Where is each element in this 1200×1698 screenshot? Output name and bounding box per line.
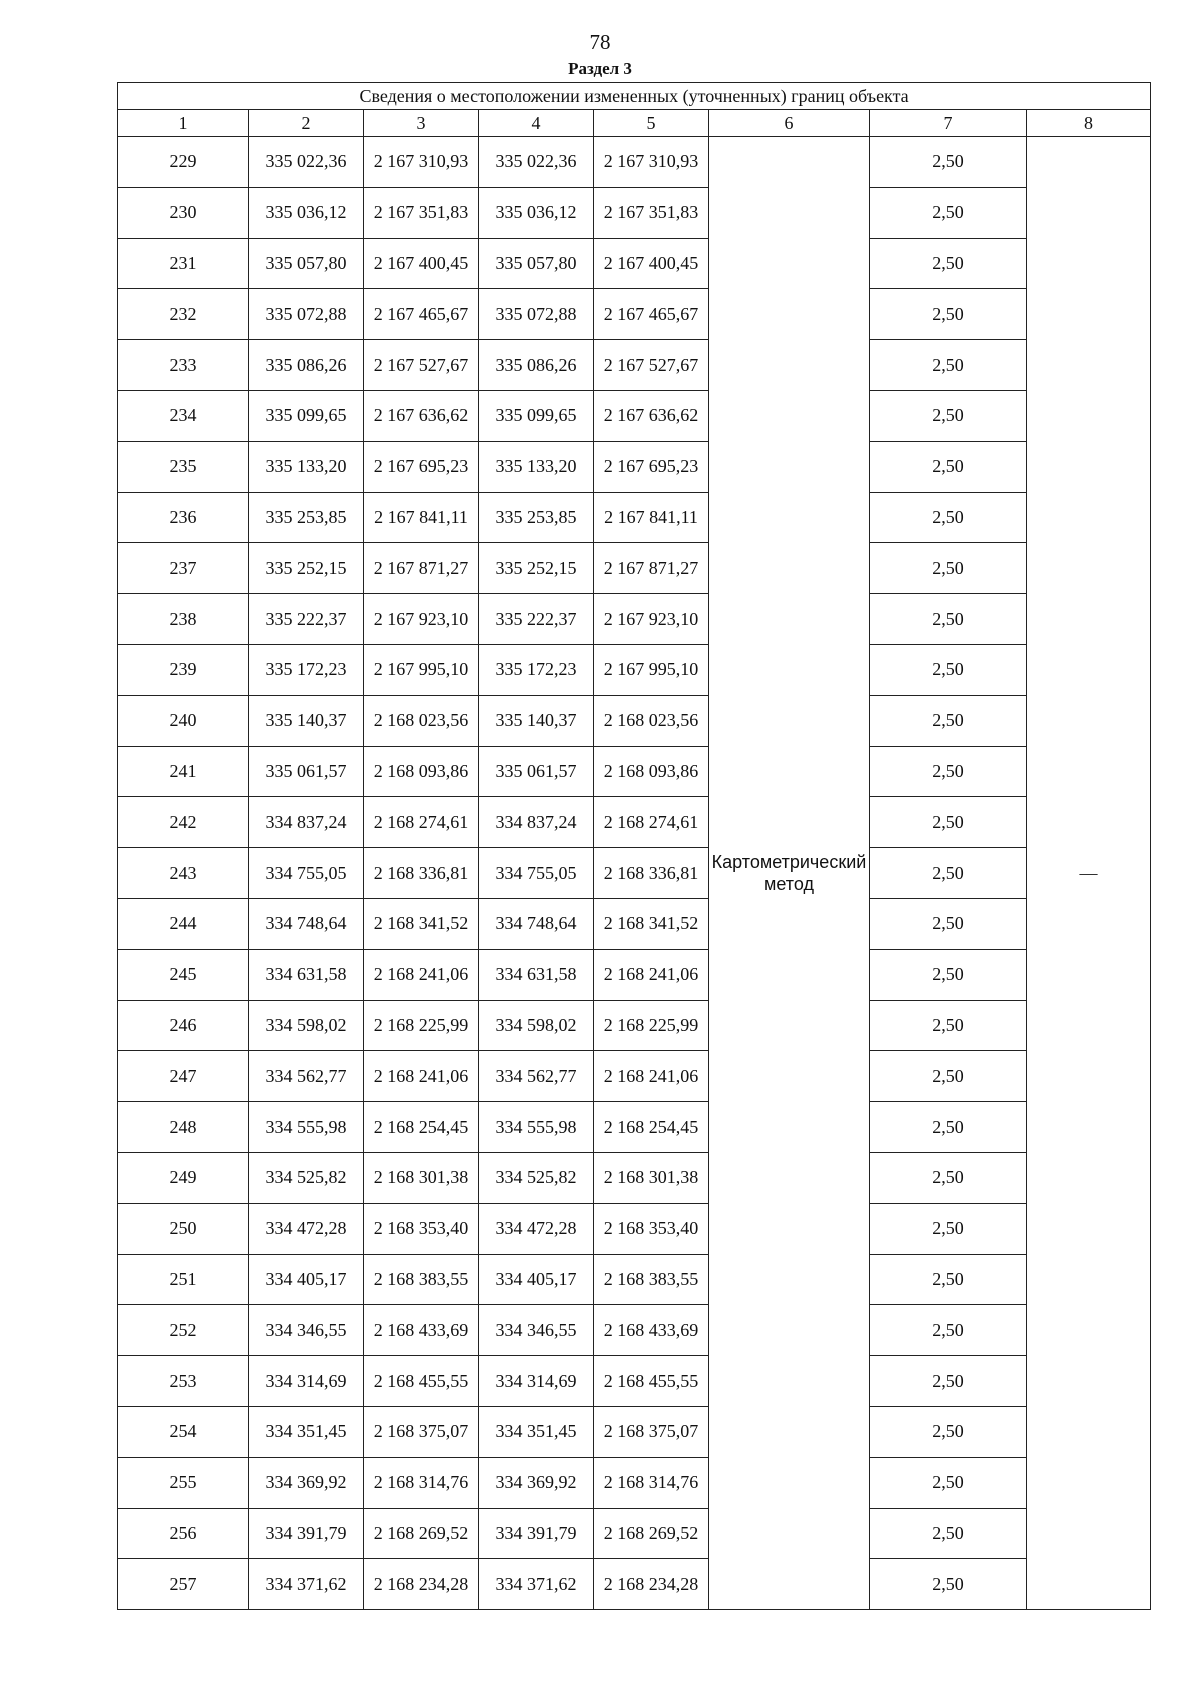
accuracy-cell: 2,50 [870, 289, 1027, 340]
table-row [118, 898, 1151, 949]
x-new-cell: 334 405,17 [479, 1254, 594, 1305]
column-number: 2 [249, 110, 364, 137]
y-old-cell: 2 167 465,67 [364, 289, 479, 340]
y-old-cell: 2 167 527,67 [364, 340, 479, 391]
x-old-cell: 334 525,82 [249, 1152, 364, 1203]
y-old-cell: 2 168 301,38 [364, 1152, 479, 1203]
x-old-cell: 334 472,28 [249, 1203, 364, 1254]
table-row [118, 1254, 1151, 1305]
x-old-cell: 335 172,23 [249, 644, 364, 695]
column-number: 1 [118, 110, 249, 137]
y-old-cell: 2 168 225,99 [364, 1000, 479, 1051]
y-new-cell: 2 168 455,55 [594, 1356, 709, 1407]
x-old-cell: 334 371,62 [249, 1559, 364, 1610]
y-new-cell: 2 167 400,45 [594, 238, 709, 289]
point-number-cell: 253 [118, 1356, 249, 1407]
point-number-cell: 229 [118, 137, 249, 188]
x-old-cell: 334 391,79 [249, 1508, 364, 1559]
accuracy-cell: 2,50 [870, 949, 1027, 1000]
x-old-cell: 334 351,45 [249, 1406, 364, 1457]
accuracy-cell: 2,50 [870, 644, 1027, 695]
x-new-cell: 335 133,20 [479, 441, 594, 492]
column-number: 4 [479, 110, 594, 137]
table-row [118, 1406, 1151, 1457]
accuracy-cell: 2,50 [870, 1051, 1027, 1102]
x-old-cell: 335 036,12 [249, 187, 364, 238]
point-number-cell: 240 [118, 695, 249, 746]
column-number: 7 [870, 110, 1027, 137]
point-number-cell: 238 [118, 594, 249, 645]
y-old-cell: 2 168 353,40 [364, 1203, 479, 1254]
table-row [118, 187, 1151, 238]
x-new-cell: 335 172,23 [479, 644, 594, 695]
x-new-cell: 335 036,12 [479, 187, 594, 238]
x-new-cell: 335 252,15 [479, 543, 594, 594]
accuracy-cell: 2,50 [870, 1254, 1027, 1305]
x-old-cell: 334 598,02 [249, 1000, 364, 1051]
y-new-cell: 2 168 353,40 [594, 1203, 709, 1254]
x-new-cell: 334 314,69 [479, 1356, 594, 1407]
x-old-cell: 335 057,80 [249, 238, 364, 289]
point-number-cell: 256 [118, 1508, 249, 1559]
accuracy-cell: 2,50 [870, 390, 1027, 441]
y-old-cell: 2 168 341,52 [364, 898, 479, 949]
y-new-cell: 2 167 695,23 [594, 441, 709, 492]
table-row [118, 594, 1151, 645]
table-row [118, 1457, 1151, 1508]
y-old-cell: 2 168 375,07 [364, 1406, 479, 1457]
point-number-cell: 234 [118, 390, 249, 441]
point-number-cell: 231 [118, 238, 249, 289]
x-old-cell: 335 072,88 [249, 289, 364, 340]
accuracy-cell: 2,50 [870, 492, 1027, 543]
y-old-cell: 2 168 269,52 [364, 1508, 479, 1559]
x-new-cell: 335 072,88 [479, 289, 594, 340]
accuracy-cell: 2,50 [870, 441, 1027, 492]
table-row [118, 1000, 1151, 1051]
y-old-cell: 2 167 351,83 [364, 187, 479, 238]
y-old-cell: 2 168 234,28 [364, 1559, 479, 1610]
point-number-cell: 233 [118, 340, 249, 391]
x-old-cell: 334 346,55 [249, 1305, 364, 1356]
x-new-cell: 335 140,37 [479, 695, 594, 746]
accuracy-cell: 2,50 [870, 187, 1027, 238]
x-new-cell: 334 369,92 [479, 1457, 594, 1508]
x-old-cell: 335 253,85 [249, 492, 364, 543]
point-number-cell: 251 [118, 1254, 249, 1305]
accuracy-cell: 2,50 [870, 594, 1027, 645]
y-old-cell: 2 167 871,27 [364, 543, 479, 594]
column-number: 5 [594, 110, 709, 137]
y-old-cell: 2 167 995,10 [364, 644, 479, 695]
x-old-cell: 334 314,69 [249, 1356, 364, 1407]
point-number-cell: 255 [118, 1457, 249, 1508]
x-new-cell: 335 253,85 [479, 492, 594, 543]
x-new-cell: 334 525,82 [479, 1152, 594, 1203]
y-new-cell: 2 168 241,06 [594, 1051, 709, 1102]
x-old-cell: 335 133,20 [249, 441, 364, 492]
table-row [118, 848, 1151, 899]
accuracy-cell: 2,50 [870, 1203, 1027, 1254]
y-old-cell: 2 167 636,62 [364, 390, 479, 441]
x-old-cell: 334 748,64 [249, 898, 364, 949]
y-new-cell: 2 167 995,10 [594, 644, 709, 695]
x-new-cell: 335 099,65 [479, 390, 594, 441]
accuracy-cell: 2,50 [870, 1559, 1027, 1610]
table-row [118, 949, 1151, 1000]
point-number-cell: 241 [118, 746, 249, 797]
column-number: 3 [364, 110, 479, 137]
point-number-cell: 242 [118, 797, 249, 848]
x-old-cell: 335 222,37 [249, 594, 364, 645]
coordinates-table [117, 82, 1151, 1610]
x-new-cell: 334 755,05 [479, 848, 594, 899]
y-old-cell: 2 167 310,93 [364, 137, 479, 188]
x-old-cell: 334 405,17 [249, 1254, 364, 1305]
table-row [118, 340, 1151, 391]
y-new-cell: 2 168 093,86 [594, 746, 709, 797]
accuracy-cell: 2,50 [870, 1305, 1027, 1356]
accuracy-cell: 2,50 [870, 848, 1027, 899]
table-row [118, 390, 1151, 441]
table-row [118, 441, 1151, 492]
y-old-cell: 2 167 400,45 [364, 238, 479, 289]
point-number-cell: 245 [118, 949, 249, 1000]
y-old-cell: 2 168 241,06 [364, 1051, 479, 1102]
table-row [118, 492, 1151, 543]
point-number-cell: 230 [118, 187, 249, 238]
section-title: Раздел 3 [568, 59, 632, 78]
table-row [118, 746, 1151, 797]
point-number-cell: 236 [118, 492, 249, 543]
y-new-cell: 2 168 375,07 [594, 1406, 709, 1457]
x-new-cell: 335 057,80 [479, 238, 594, 289]
y-new-cell: 2 167 841,11 [594, 492, 709, 543]
table-row [118, 644, 1151, 695]
table-row [118, 238, 1151, 289]
accuracy-cell: 2,50 [870, 1152, 1027, 1203]
y-new-cell: 2 167 636,62 [594, 390, 709, 441]
y-old-cell: 2 167 841,11 [364, 492, 479, 543]
accuracy-cell: 2,50 [870, 1508, 1027, 1559]
y-new-cell: 2 168 314,76 [594, 1457, 709, 1508]
point-number-cell: 252 [118, 1305, 249, 1356]
x-old-cell: 334 369,92 [249, 1457, 364, 1508]
y-new-cell: 2 168 254,45 [594, 1102, 709, 1153]
y-old-cell: 2 168 336,81 [364, 848, 479, 899]
x-old-cell: 334 837,24 [249, 797, 364, 848]
x-old-cell: 335 252,15 [249, 543, 364, 594]
x-old-cell: 334 562,77 [249, 1051, 364, 1102]
y-new-cell: 2 168 225,99 [594, 1000, 709, 1051]
y-new-cell: 2 168 269,52 [594, 1508, 709, 1559]
table-body [118, 137, 1151, 1610]
column-number-row [118, 110, 1151, 137]
x-old-cell: 335 022,36 [249, 137, 364, 188]
column-number: 8 [1027, 110, 1151, 137]
accuracy-cell: 2,50 [870, 543, 1027, 594]
x-old-cell: 334 555,98 [249, 1102, 364, 1153]
x-new-cell: 334 631,58 [479, 949, 594, 1000]
point-number-cell: 239 [118, 644, 249, 695]
note-cell: — [1027, 137, 1151, 1610]
table-caption: Сведения о местоположении измененных (уточненных) границ объекта [118, 83, 1151, 110]
y-old-cell: 2 168 093,86 [364, 746, 479, 797]
x-new-cell: 334 391,79 [479, 1508, 594, 1559]
point-number-cell: 250 [118, 1203, 249, 1254]
table-row [118, 797, 1151, 848]
accuracy-cell: 2,50 [870, 1457, 1027, 1508]
x-new-cell: 335 222,37 [479, 594, 594, 645]
x-new-cell: 335 022,36 [479, 137, 594, 188]
x-new-cell: 334 371,62 [479, 1559, 594, 1610]
y-new-cell: 2 168 274,61 [594, 797, 709, 848]
table-row [118, 1152, 1151, 1203]
y-new-cell: 2 167 310,93 [594, 137, 709, 188]
point-number-cell: 243 [118, 848, 249, 899]
table-row [118, 289, 1151, 340]
accuracy-cell: 2,50 [870, 1102, 1027, 1153]
accuracy-cell: 2,50 [870, 695, 1027, 746]
y-old-cell: 2 167 923,10 [364, 594, 479, 645]
y-old-cell: 2 168 274,61 [364, 797, 479, 848]
table-row [118, 1203, 1151, 1254]
y-old-cell: 2 168 023,56 [364, 695, 479, 746]
x-old-cell: 334 755,05 [249, 848, 364, 899]
table-row [118, 1508, 1151, 1559]
x-new-cell: 334 351,45 [479, 1406, 594, 1457]
x-new-cell: 334 346,55 [479, 1305, 594, 1356]
x-old-cell: 335 061,57 [249, 746, 364, 797]
y-new-cell: 2 168 023,56 [594, 695, 709, 746]
x-old-cell: 334 631,58 [249, 949, 364, 1000]
y-new-cell: 2 167 351,83 [594, 187, 709, 238]
y-new-cell: 2 167 923,10 [594, 594, 709, 645]
x-new-cell: 335 086,26 [479, 340, 594, 391]
table-row [118, 1102, 1151, 1153]
y-new-cell: 2 167 465,67 [594, 289, 709, 340]
point-number-cell: 249 [118, 1152, 249, 1203]
accuracy-cell: 2,50 [870, 1000, 1027, 1051]
y-new-cell: 2 167 527,67 [594, 340, 709, 391]
y-new-cell: 2 168 234,28 [594, 1559, 709, 1610]
table-row [118, 137, 1151, 188]
y-new-cell: 2 168 301,38 [594, 1152, 709, 1203]
y-old-cell: 2 168 455,55 [364, 1356, 479, 1407]
table-row [118, 1051, 1151, 1102]
x-old-cell: 335 099,65 [249, 390, 364, 441]
point-number-cell: 244 [118, 898, 249, 949]
point-number-cell: 257 [118, 1559, 249, 1610]
page-number: 78 [589, 30, 611, 54]
x-new-cell: 334 598,02 [479, 1000, 594, 1051]
accuracy-cell: 2,50 [870, 340, 1027, 391]
point-number-cell: 248 [118, 1102, 249, 1153]
y-old-cell: 2 168 314,76 [364, 1457, 479, 1508]
y-new-cell: 2 168 336,81 [594, 848, 709, 899]
point-number-cell: 237 [118, 543, 249, 594]
table-row [118, 543, 1151, 594]
table-row [118, 695, 1151, 746]
accuracy-cell: 2,50 [870, 238, 1027, 289]
accuracy-cell: 2,50 [870, 797, 1027, 848]
accuracy-cell: 2,50 [870, 746, 1027, 797]
x-new-cell: 334 472,28 [479, 1203, 594, 1254]
x-new-cell: 334 748,64 [479, 898, 594, 949]
y-old-cell: 2 168 433,69 [364, 1305, 479, 1356]
x-old-cell: 335 086,26 [249, 340, 364, 391]
y-old-cell: 2 168 241,06 [364, 949, 479, 1000]
table-row [118, 1305, 1151, 1356]
y-new-cell: 2 168 341,52 [594, 898, 709, 949]
point-number-cell: 232 [118, 289, 249, 340]
x-new-cell: 334 837,24 [479, 797, 594, 848]
y-old-cell: 2 168 383,55 [364, 1254, 479, 1305]
table-row [118, 1356, 1151, 1407]
point-number-cell: 246 [118, 1000, 249, 1051]
column-number: 6 [709, 110, 870, 137]
accuracy-cell: 2,50 [870, 898, 1027, 949]
y-new-cell: 2 168 241,06 [594, 949, 709, 1000]
y-new-cell: 2 167 871,27 [594, 543, 709, 594]
method-cell: Картометрический метод [709, 137, 870, 1610]
accuracy-cell: 2,50 [870, 1356, 1027, 1407]
point-number-cell: 254 [118, 1406, 249, 1457]
y-new-cell: 2 168 433,69 [594, 1305, 709, 1356]
accuracy-cell: 2,50 [870, 1406, 1027, 1457]
x-new-cell: 335 061,57 [479, 746, 594, 797]
point-number-cell: 235 [118, 441, 249, 492]
x-old-cell: 335 140,37 [249, 695, 364, 746]
y-old-cell: 2 168 254,45 [364, 1102, 479, 1153]
x-new-cell: 334 562,77 [479, 1051, 594, 1102]
accuracy-cell: 2,50 [870, 137, 1027, 188]
table-row [118, 1559, 1151, 1610]
point-number-cell: 247 [118, 1051, 249, 1102]
y-new-cell: 2 168 383,55 [594, 1254, 709, 1305]
x-new-cell: 334 555,98 [479, 1102, 594, 1153]
y-old-cell: 2 167 695,23 [364, 441, 479, 492]
